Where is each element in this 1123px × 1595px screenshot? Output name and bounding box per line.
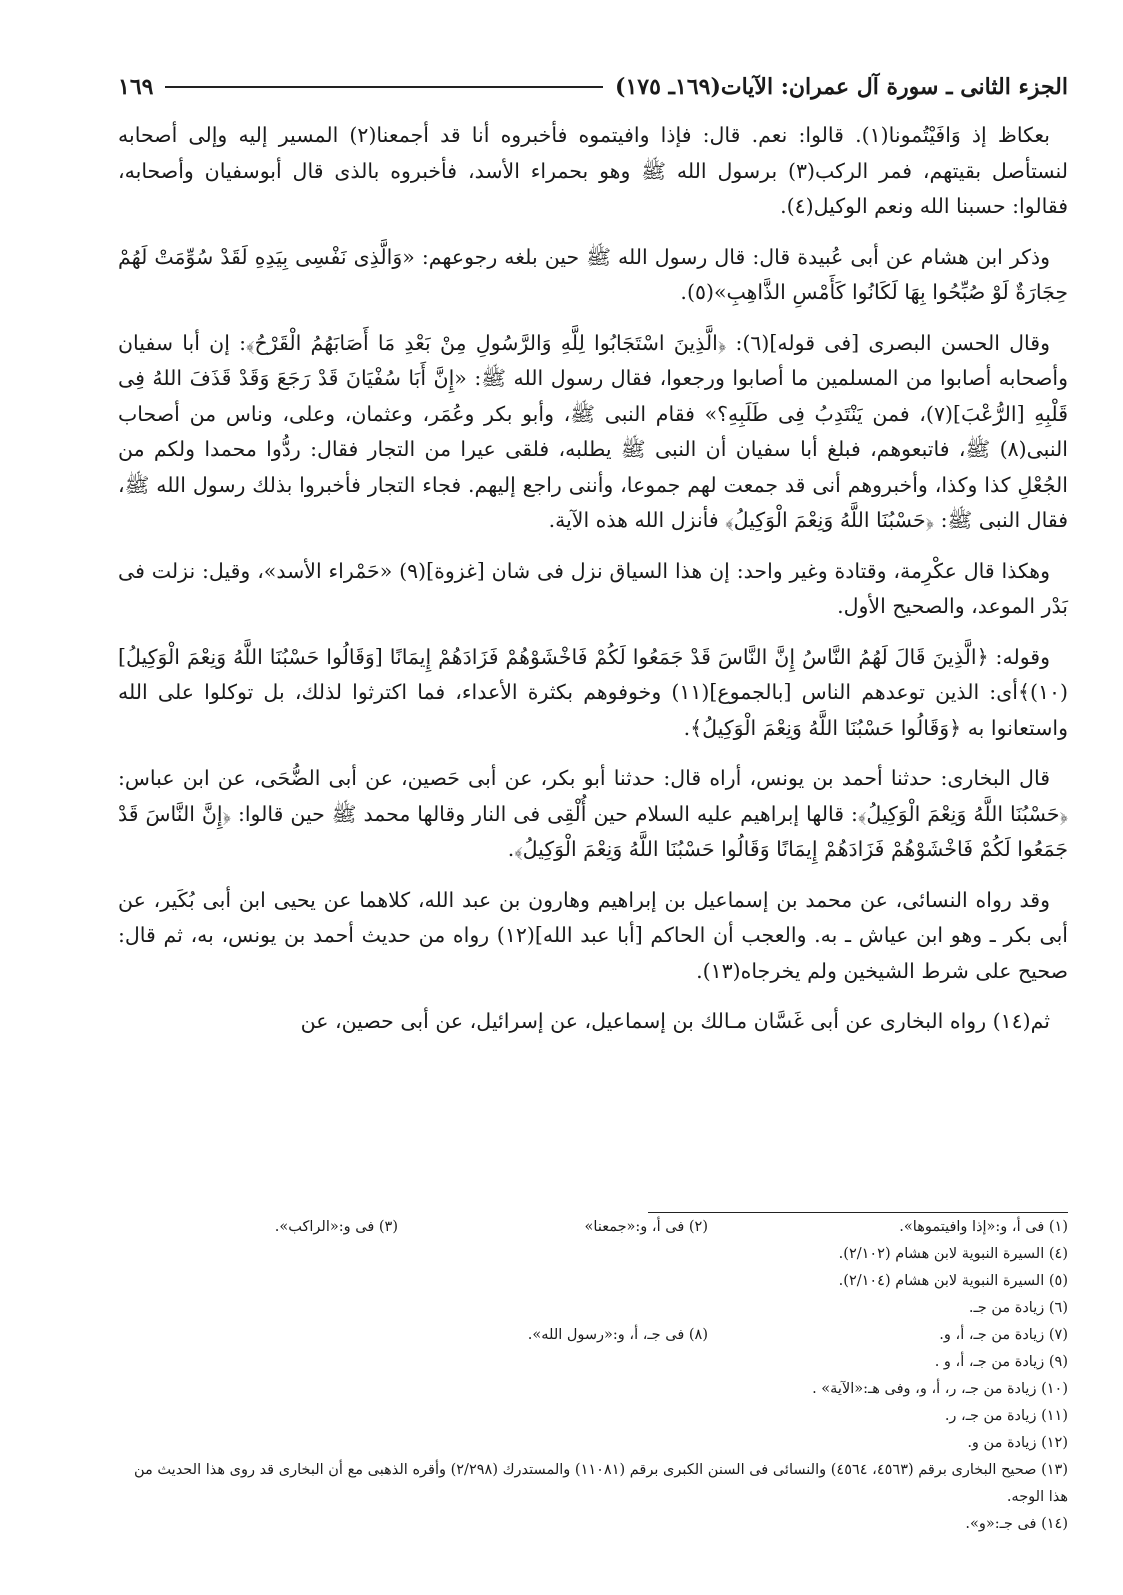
footnote-8: (٨) فى جـ، أ، و:«رسول الله». [527, 1327, 708, 1343]
paragraph-1: بعكاظ إذ وَافَيْتُمونا(١). قالوا: نعم. قال: فإذا وافيتموه فأخبروه أنا قد أجمعنا(٢) المسير إليه وإلى أصحابه لنستأصل بقيتهم، فمر الركب(٣) برسول الله ﷺ وهو بحمراء الأسد، فأخبروه بالذى قال أبوسفيان وأصحابه، فقالوا: حسبنا الله ونعم الوكيل(٤). [118, 123, 1068, 218]
running-header [118, 66, 1068, 108]
footnote-14: (١٤) فى جـ:«و». [965, 1516, 1068, 1532]
footnote-11: (١١) زيادة من جـ، ر. [944, 1408, 1068, 1424]
footnote-7: (٧) زيادة من جـ، أ، و. [939, 1327, 1068, 1343]
footnote-13: (١٣) صحيح البخارى برقم (٤٥٦٣، ٤٥٦٤) والنسائى فى السنن الكبرى برقم (١١٠٨١) والمستدرك (٢/٢٩٨) وأقره الذهبى مع أن البخارى قد روى هذا الحديث من هذا الوجه. [134, 1462, 1068, 1505]
paragraph-6: قال البخارى: حدثنا أحمد بن يونس، أراه قال: حدثنا أبو بكر، عن أبى حَصين، عن أبى الضُّحَى، عن ابن عباس: ﴿حَسْبُنَا اللَّهُ وَنِعْمَ الْوَكِيلُ﴾: قالها إبراهيم عليه السلام حين أُلْقِى فى النار وقالها محمد ﷺ حين قالوا: ﴿إِنَّ النَّاسَ قَدْ جَمَعُوا لَكُمْ فَاخْشَوْهُمْ فَزَادَهُمْ إِيمَانًا وَقَالُوا حَسْبُنَا اللَّهُ وَنِعْمَ الْوَكِيلُ﴾. [118, 766, 1068, 861]
paragraph-2: وذكر ابن هشام عن أبى عُبيدة قال: قال رسول الله ﷺ حين بلغه رجوعهم: «وَالَّذِى نَفْسِى بِيَدِهِ لَقَدْ سُوِّمَتْ لَهُمْ حِجَارَةٌ لَوْ صُبِّحُوا بِهَا لَكَانُوا كَأَمْسِ الذَّاهِبِ»(٥). [118, 244, 1068, 304]
footnote-separator [648, 1212, 1068, 1213]
footnotes [118, 1214, 1068, 1538]
footnote-12: (١٢) زيادة من و. [967, 1435, 1068, 1451]
footnote-row [118, 1322, 1068, 1349]
paragraph-8: ثم(١٤) رواه البخارى عن أبى غَسَّان مـالك بن إسماعيل، عن إسرائيل، عن أبى حصين، عن [300, 1009, 1050, 1033]
paragraph-4: وهكذا قال عكْرِمة، وقتادة وغير واحد: إن هذا السياق نزل فى شان [غزوة](٩) «حَمْراء الأسد»، وقيل: نزلت فى بَدْر الموعد، والصحيح الأول. [118, 558, 1068, 618]
footnote-row [118, 1214, 1068, 1241]
paragraph-3: وقال الحسن البصرى [فى قوله](٦): ﴿الَّذِينَ اسْتَجَابُوا لِلَّهِ وَالرَّسُولِ مِنْ بَعْدِ مَا أَصَابَهُمُ الْقَرْحُ﴾: إن أبا سفيان وأصحابه أصابوا من المسلمين ما أصابوا ورجعوا، فقال رسول الله ﷺ: «إِنَّ أَبَا سُفْيَانَ قَدْ رَجَعَ وَقَدْ قَذَفَ اللهُ فِى قَلْبِهِ [الرُّعْبَ](٧)، فمن يَنْتَدِبُ فِى طَلَبِهِ؟» فقام النبى ﷺ، وأبو بكر وعُمَر، وعثمان، وعلى، وناس من أصحاب النبى(٨) ﷺ، فاتبعوهم، فبلغ أبا سفيان أن النبى ﷺ يطلبه، فلقى عيرا من التجار فقال: ردُّوا محمدا ولكم من الجُعْلِ كذا وكذا، وأخبروهم أنى قد جمعت لهم جموعا، وأننى راجع إليهم. فجاء التجار فأخبروا بذلك رسول الله ﷺ، فقال النبى ﷺ: ﴿حَسْبُنَا اللَّهُ وَنِعْمَ الْوَكِيلُ﴾ فأنزل الله هذه الآية. [118, 330, 1069, 532]
footnote-6: (٦) زيادة من جـ. [968, 1300, 1068, 1316]
footnote-9: (٩) زيادة من جـ، أ، و . [934, 1354, 1068, 1370]
footnote-5: (٥) السيرة النبوية لابن هشام (٢/١٠٤). [838, 1273, 1068, 1289]
paragraph-5: وقوله: ﴿الَّذِينَ قَالَ لَهُمُ النَّاسُ إِنَّ النَّاسَ قَدْ جَمَعُوا لَكُمْ فَاخْشَوْهُمْ فَزَادَهُمْ إِيمَانًا [وَقَالُوا حَسْبُنَا اللَّهُ وَنِعْمَ الْوَكِيلُ](١٠)﴾أى: الذين توعدهم الناس [بالجموع](١١) وخوفوهم بكثرة الأعداء، فما اكترثوا لذلك، بل توكلوا على الله واستعانوا به ﴿وَقَالُوا حَسْبُنَا اللَّهُ وَنِعْمَ الْوَكِيلُ﴾. [118, 644, 1068, 740]
main-text [118, 118, 1068, 1055]
footnote-10: (١٠) زيادة من جـ، ر، أ، و، وفى هـ:«الآية» . [812, 1381, 1068, 1397]
footnote-1: (١) فى أ، و:«إذا وافيتموها». [899, 1219, 1068, 1235]
header-rule [165, 86, 603, 88]
page-number: ١٦٩ [118, 74, 154, 100]
footnote-4: (٤) السيرة النبوية لابن هشام (٢/١٠٢). [838, 1246, 1068, 1262]
header-title: الجزء الثانى ـ سورة آل عمران: الآيات(١٦٩ـ ١٧٥) [615, 74, 1068, 100]
footnote-2: (٢) فى أ، و:«جمعنا» [584, 1219, 708, 1235]
footnote-3: (٣) فى و:«الراكب». [274, 1219, 398, 1235]
paragraph-7: وقد رواه النسائى، عن محمد بن إسماعيل بن إبراهيم وهارون بن عبد الله، كلاهما عن يحيى ابن أبى بُكَير، عن أبى بكر ـ وهو ابن عياش ـ به. والعجب أن الحاكم [أبا عبد الله](١٢) رواه من حديث أحمد بن يونس، به، ثم قال: صحيح على شرط الشيخين ولم يخرجاه(١٣). [118, 887, 1068, 983]
